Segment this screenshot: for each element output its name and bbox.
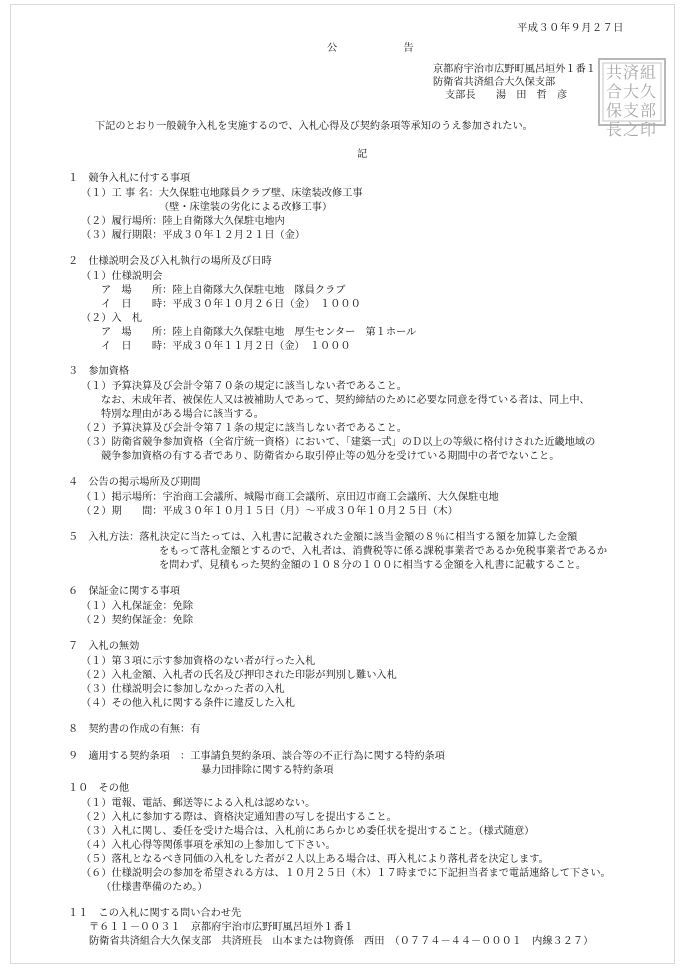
section-9-heading: ９ 適用する契約条項 ：工事請負契約条項、談合等の不正行為に関する特約条項 (68, 751, 445, 762)
ki-heading: 記 (357, 149, 368, 160)
notice-title: 公 告 (327, 43, 442, 54)
sender-name: 支部長 湯 田 哲 彦 (445, 90, 568, 101)
paragraph-line: をもって落札金額とするので、入札者は、消費税等に係る課税事業者であるか免税事業者であるか (159, 546, 608, 557)
list-item: 特別な理由がある場合に該当する。 (101, 409, 264, 420)
sender-address: 京都府宇治市広野町風呂垣外１番１ (433, 64, 596, 75)
list-item: 競争参加資格の有する者であり、防衛省から取引停止等の処分を受けている期間中の者でないこと。 (101, 451, 560, 462)
list-item: （２）予算決算及び会計令第７１条の規定に該当しない者であること。 (81, 423, 407, 434)
list-item: （２）入札金額、入札者の氏名及び押印された印影が判別し難い入札 (81, 670, 397, 681)
list-item: （５）落札となるべき同価の入札をした者が２人以上ある場合は、再入札により落札者を決定します。 (81, 854, 549, 865)
contact-address: 〒６１１－００３１ 京都府宇治市広野町風呂垣外１番１ (89, 922, 354, 933)
paragraph-line: 暴力団排除に関する特約条項 (201, 765, 334, 776)
section-6-heading: ６ 保証金に関する事項 (68, 586, 181, 597)
section-7-heading: ７ 入札の無効 (68, 641, 140, 652)
list-item: （４）その他入札に関する条件に違反した入札 (81, 698, 295, 709)
list-item: （１）工 事 名：大久保駐屯地隊員クラブ壁、床塗装改修工事 (81, 188, 363, 199)
official-seal (598, 58, 666, 139)
paragraph-line: を問わず、見積もった契約金額の１０８分の１００に相当する金額を入札書に記載すること。 (159, 560, 587, 571)
intro-text: 下記のとおり一般競争入札を実施するので、入札心得及び契約条項等承知のうえ参加されたい。 (95, 121, 533, 132)
list-item: （１）掲示場所：宇治商工会議所、城陽市商工会議所、京田辺市商工会議所、大久保駐屯地 (81, 492, 499, 503)
section-10-heading: １０ その他 (68, 783, 130, 794)
section-11-heading: １１ この入札に関する問い合わせ先 (68, 908, 242, 919)
notice-date: 平成３０年９月２７日 (517, 23, 624, 34)
list-item: （１）仕様説明会 (81, 271, 163, 282)
list-item: （２）期 間：平成３０年１０月１５日（月）～平成３０年１０月２５日（木） (81, 506, 458, 517)
list-item: （３）防衛省競争参加資格（全省庁統一資格）において、「建築一式」のＤ以上の等級に格付けされた近畿地域の (81, 437, 596, 448)
contact-phone: 防衛省共済組合大久保支部 共済班長 山本または物資係 西田 （０７７４－４４－０００１ 内線３２７） (89, 936, 594, 947)
section-3-heading: ３ 参加資格 (68, 366, 130, 377)
list-item: （仕様書準備のため。） (101, 882, 208, 893)
notice-page (10, 4, 675, 964)
list-item: （２）契約保証金：免除 (81, 615, 194, 626)
seal-text: 共済組合大久保支部長之印 (606, 63, 658, 139)
section-1-heading: １ 競争入札に付する事項 (68, 173, 191, 184)
list-item: （２）入 札 (81, 313, 143, 324)
list-item: （壁・床塗装の劣化による改修工事） (159, 202, 333, 213)
section-8-heading: ８ 契約書の作成の有無：有 (68, 724, 201, 735)
list-item: ア 場 所：陸上自衛隊大久保駐屯地 隊員クラブ (101, 285, 346, 296)
list-item: なお、未成年者、被保佐人又は被補助人であって、契約締結のために必要な同意を得ている者は、同上中、 (101, 395, 590, 406)
section-5-paragraph: ５ 入札方法：落札決定に当たっては、入札書に記載された金額に該当金額の８％に相当する額を加算した金額 (68, 532, 578, 543)
list-item: （４）入札心得等関係事項を承知の上参加して下さい。 (81, 840, 336, 851)
list-item: （１）予算決算及び会計令第７０条の規定に該当しない者であること。 (81, 381, 407, 392)
section-2-heading: ２ 仕様説明会及び入札執行の場所及び日時 (68, 256, 272, 267)
list-item: （２）入札に参加する際は、資格決定通知書の写しを提出すること。 (81, 812, 397, 823)
list-item: （３）入札に関し、委任を受けた場合は、入札前にあらかじめ委任状を提出すること。（様式随意） (81, 826, 535, 837)
list-item: ア 場 所：陸上自衛隊大久保駐屯地 厚生センター 第１ホール (101, 327, 417, 338)
list-item: （１）第３項に示す参加資格のない者が行った入札 (81, 656, 316, 667)
sender-organization: 防衛省共済組合大久保支部 (433, 77, 556, 88)
section-4-heading: ４ 公告の掲示場所及び期間 (68, 477, 201, 488)
list-item: イ 日 時：平成３０年１０月２６日（金） １０００ (101, 299, 361, 310)
list-item: （２）履行場所：陸上自衛隊大久保駐屯地内 (81, 216, 285, 227)
list-item: （６）仕様説明会の参加を希望される方は、１０月２５日（木）１７時までに下記担当者まで電話連絡して下さい。 (81, 868, 611, 879)
list-item: （３）履行期限：平成３０年１２月２１日（金） (81, 230, 306, 241)
list-item: （３）仕様説明会に参加しなかった者の入札 (81, 684, 285, 695)
list-item: （１）電報、電話、郵送等による入札は認めない。 (81, 798, 316, 809)
list-item: イ 日 時：平成３０年１１月２日（金） １０００ (101, 341, 351, 352)
list-item: （１）入札保証金：免除 (81, 601, 194, 612)
